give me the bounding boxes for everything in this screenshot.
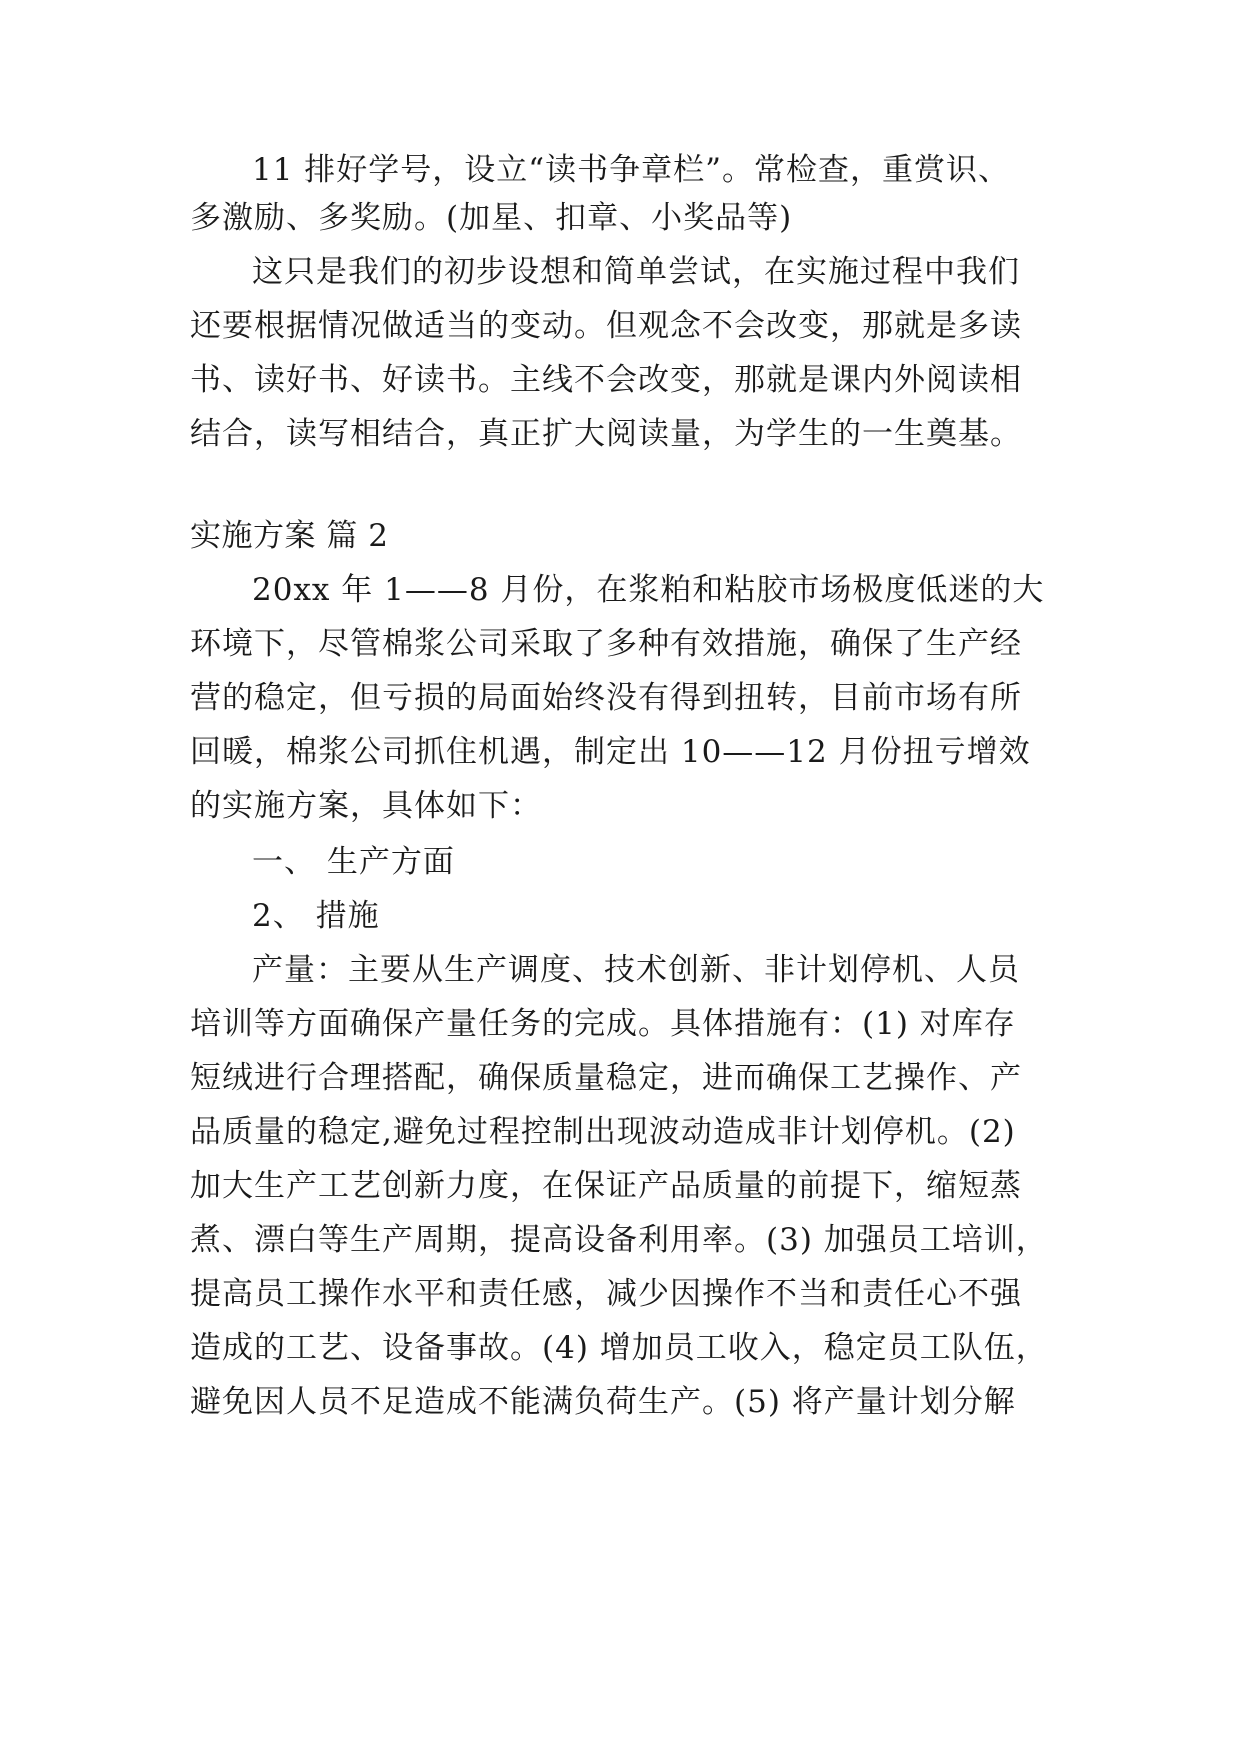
paragraph-line: 的实施方案，具体如下： (190, 788, 542, 824)
paragraph-line: 20xx 年 1——8 月份，在浆粕和粘胶市场极度低迷的大 (252, 572, 1045, 608)
paragraph-line: 培训等方面确保产量任务的完成。具体措施有：(1) 对库存 (190, 1006, 1016, 1042)
subheading-measures: 2、 措施 (252, 898, 380, 934)
paragraph-line: 避免因人员不足造成不能满负荷生产。(5) 将产量计划分解 (190, 1384, 1016, 1420)
subheading-production: 一、 生产方面 (252, 844, 455, 880)
paragraph-line: 回暖，棉浆公司抓住机遇，制定出 10——12 月份扭亏增效 (190, 734, 1031, 770)
paragraph-line: 多激励、多奖励。(加星、扣章、小奖品等) (190, 200, 793, 236)
paragraph-line: 提高员工操作水平和责任感，减少因操作不当和责任心不强 (190, 1276, 1022, 1312)
paragraph-line: 加大生产工艺创新力度，在保证产品质量的前提下，缩短蒸 (190, 1168, 1022, 1204)
paragraph-line: 品质量的稳定,避免过程控制出现波动造成非计划停机。(2) (190, 1114, 1016, 1150)
paragraph-line: 煮、漂白等生产周期，提高设备利用率。(3) 加强员工培训， (190, 1222, 1048, 1258)
paragraph-line: 造成的工艺、设备事故。(4) 增加员工收入，稳定员工队伍， (190, 1330, 1048, 1366)
paragraph-line: 还要根据情况做适当的变动。但观念不会改变，那就是多读 (190, 308, 1022, 344)
paragraph-line: 环境下，尽管棉浆公司采取了多种有效措施，确保了生产经 (190, 626, 1022, 662)
paragraph-line: 短绒进行合理搭配，确保质量稳定，进而确保工艺操作、产 (190, 1060, 1022, 1096)
paragraph-line: 11 排好学号，设立“读书争章栏”。常检查，重赏识、 (252, 152, 1010, 188)
paragraph-line: 产量：主要从生产调度、技术创新、非计划停机、人员 (252, 952, 1020, 988)
paragraph-line: 这只是我们的初步设想和简单尝试，在实施过程中我们 (252, 254, 1020, 290)
paragraph-line: 结合，读写相结合，真正扩大阅读量，为学生的一生奠基。 (190, 416, 1022, 452)
paragraph-line: 书、读好书、好读书。主线不会改变，那就是课内外阅读相 (190, 362, 1022, 398)
paragraph-line: 营的稳定，但亏损的局面始终没有得到扭转，目前市场有所 (190, 680, 1022, 716)
section-heading: 实施方案 篇 2 (190, 518, 389, 554)
